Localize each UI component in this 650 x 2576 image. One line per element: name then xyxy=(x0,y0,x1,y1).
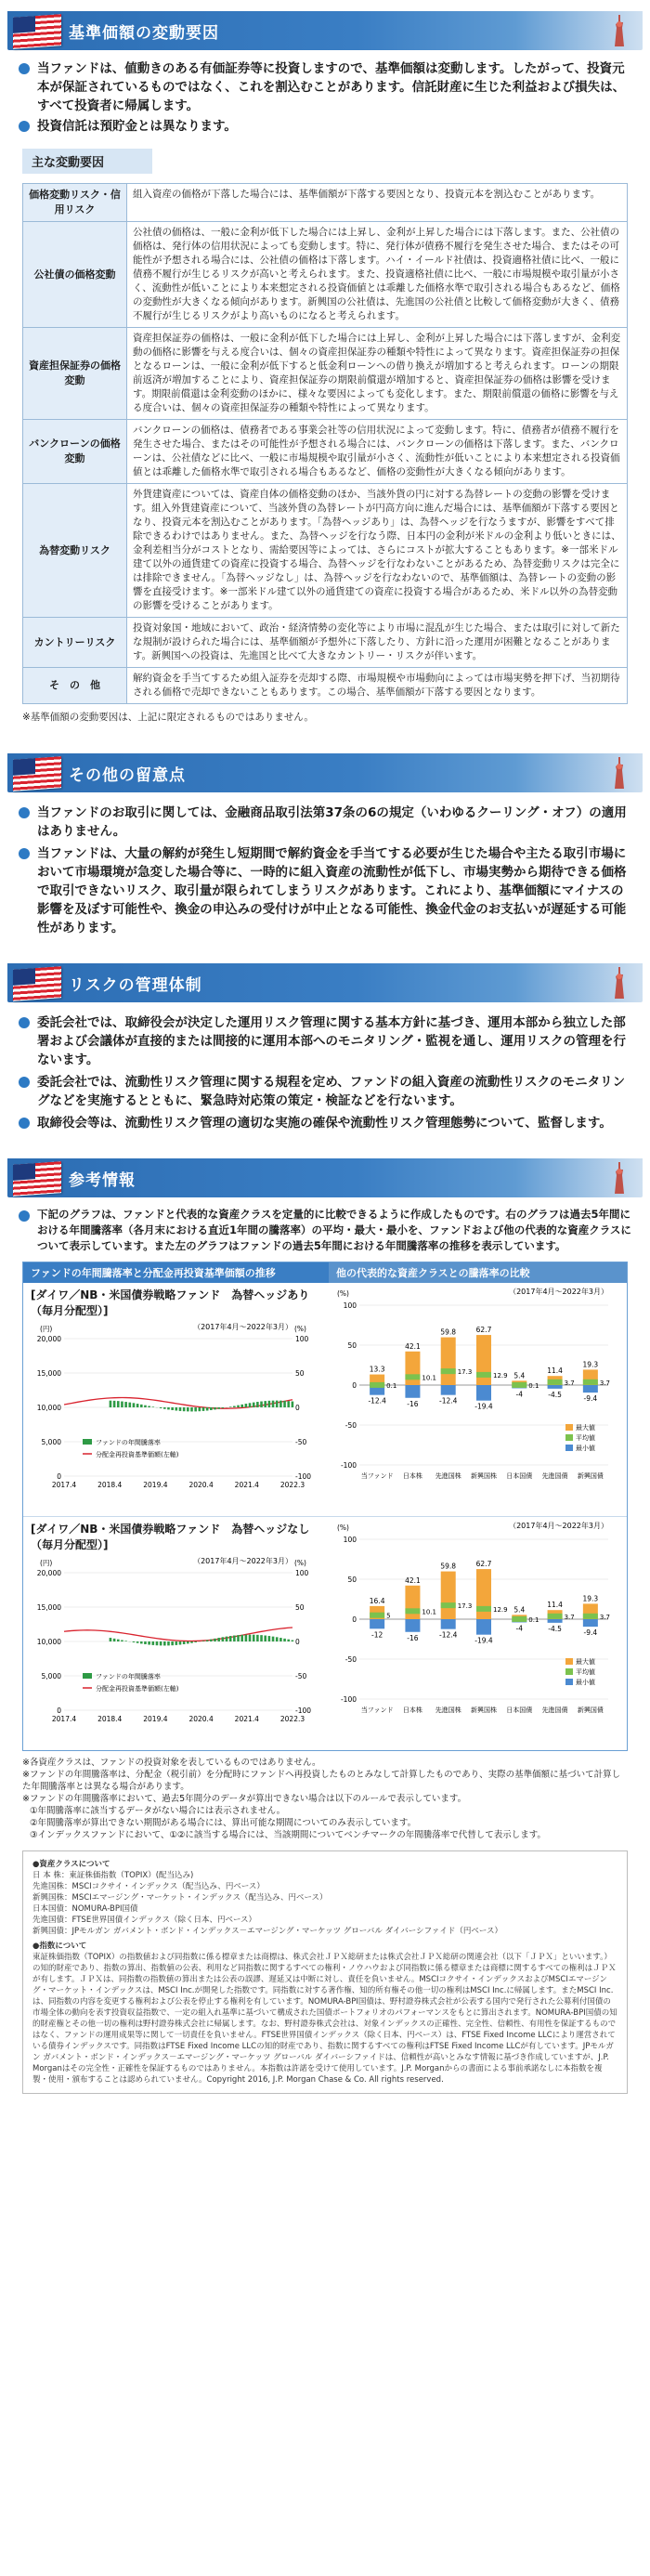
return-bar xyxy=(176,1407,178,1411)
category-label: 先進国株 xyxy=(435,1472,462,1480)
line-chart-hedged xyxy=(23,1318,330,1513)
avg-marker xyxy=(548,1380,563,1385)
tick-label: 5,000 xyxy=(41,1438,61,1446)
return-bar xyxy=(121,1402,124,1407)
us-flag-icon xyxy=(13,756,61,791)
axis-unit: (円) xyxy=(40,1559,53,1567)
min-label: -4 xyxy=(515,1390,524,1399)
return-bar xyxy=(117,1401,120,1407)
tick-label: 0 xyxy=(57,1472,61,1481)
return-bar xyxy=(124,1402,127,1407)
period-label: （2017年4月～2022年3月） xyxy=(193,1323,292,1331)
avg-marker xyxy=(583,1380,598,1385)
bullet-item: 取締役会等は、流動性リスク管理の適切な実施の確保や流動性リスク管理態勢について、監督します。 xyxy=(19,1114,631,1132)
avg-label: 3.7 xyxy=(599,1613,610,1621)
return-bar xyxy=(113,1639,116,1641)
return-bar xyxy=(237,1635,240,1641)
axis-unit: (%) xyxy=(294,1325,306,1333)
tick-label: 20,000 xyxy=(36,1335,61,1343)
min-label: -9.4 xyxy=(583,1394,598,1404)
bar-chart-hedged xyxy=(330,1283,629,1498)
tick-label: 2020.4 xyxy=(188,1715,214,1723)
legend-swatch xyxy=(566,1434,573,1441)
section-title: 参考情報 xyxy=(69,1170,136,1190)
avg-label: 3.7 xyxy=(599,1379,610,1387)
min-label: -4.5 xyxy=(548,1390,562,1399)
avg-marker xyxy=(583,1614,598,1619)
max-label: 59.8 xyxy=(440,1562,457,1571)
min-label: -12.4 xyxy=(439,1630,458,1640)
return-bar xyxy=(136,1404,139,1407)
min-label: -16 xyxy=(407,1633,419,1642)
return-bar xyxy=(144,1641,147,1644)
bullet-dot-icon xyxy=(19,807,30,818)
return-bar xyxy=(167,1641,170,1645)
return-bar xyxy=(206,1407,209,1410)
legend-label: 最小値 xyxy=(576,1679,595,1686)
max-bar xyxy=(476,1569,491,1619)
category-label: 日本株 xyxy=(402,1706,422,1714)
tick-label: 15,000 xyxy=(36,1603,61,1612)
return-bar xyxy=(256,1402,259,1407)
index-info-box: ●資産クラスについて 日 本 株：東証株価指数（TOPIX）(配当込み) 先進国株：MSCIコクサイ・インデックス（配当込み、円ベース） 新興国株：MSCIエマージング・マーケット・インデックス（配当込み、円ベース） 日本国債：NOMURA-BPI国債 先進国債：FTSE世界国債インデックス（除く日本、円ベース） 新興国債：JPモルガン ガバメント・ボンド・インデックス－エマージング・マーケッツ グローバル ダイバーシファイド（円ベース） ●指数について 東証株価指数（TOPIX）の指数値および同指数に係る標章または商標は、株式会社ＪＰＸ総研または株式会社ＪＰＸ総研の関連会社（以下「ＪＰＸ」といいます。）の知的財産であり、指数の算出、指数値の公表、利用など同指数に関するすべての権利・ノウハウおよび同指数に係る標章または商標に関するすべての権利はＪＰＸが有します。ＪＰＸは、同指数の指数値の算出または公表の誤謬、遅延又は中断に対し、責任を負いません。MSCIコクサイ・インデックスおよびMSCIエマージング・マーケット・インデックスは、MSCI Inc.が開発した指数です。同指数に対する著作権、知的所有権その他一切の権利はMSCI Inc.に帰属します。またMSCI Inc.は、同指数の内容を変更する権利および公表を停止する権利を有しています。NOMURA-BPI国債は、野村證券株式会社が公表する国内で発行された公募利付国債の市場全体の動向を表す投資収益指数で、一定の組入れ基準に基づいて構成された国債ポートフォリオのパフォーマンスをもとに算出されます。NOMURA-BPI国債の知的財産権とその他一切の権利は野村證券株式会社に帰属します。なお、野村證券株式会社は、対象インデックスの正確性、完全性、信頼性、有用性を保証するものではなく、ファンドの運用成果等に関して一切責任を負いません。FTSE世界国債インデックス（除く日本、円ベース）は、FTSE Fixed Income LLCにより運営されている債券インデックスです。同指数はFTSE Fixed Income LLCの知的財産であり、指数に関するすべての権利はFTSE Fixed Income LLCが有しています。JPモルガン ガバメント・ボンド・インデックス－エマージング・マーケッツ グローバル ダイバーシファイドは、信頼性が高いとみなす情報に基づき作成していますが、J.P. Morganはその完全性・正確性を保証するものではありません。本指数は許諾を受けて使用しています。J.P. Morganからの書面による事前承諾なしに本指数を複製・使用・頒布することは認められていません。Copyright 2016, J.P. Morgan Chase & Co. All rights reserved. xyxy=(22,1850,628,2094)
bullet-dot-icon xyxy=(19,1118,30,1129)
avg-marker xyxy=(512,1616,526,1622)
category-label: 先進国株 xyxy=(435,1706,462,1714)
tick-label: 2017.4 xyxy=(51,1481,77,1489)
bar-chart-unhedged xyxy=(330,1517,629,1733)
return-bar xyxy=(163,1407,166,1409)
max-label: 59.8 xyxy=(440,1327,457,1337)
return-bar xyxy=(160,1641,162,1645)
us-flag-icon xyxy=(13,14,61,49)
return-bar xyxy=(148,1641,150,1645)
return-bar xyxy=(144,1406,147,1407)
min-bar xyxy=(583,1385,598,1393)
return-bar xyxy=(264,1401,266,1407)
return-bar xyxy=(226,1637,228,1641)
avg-label: 0.1 xyxy=(386,1381,397,1390)
max-label: 13.3 xyxy=(369,1365,385,1374)
bullet-dot-icon xyxy=(19,1077,30,1088)
category-label: 新興国株 xyxy=(471,1472,497,1480)
min-label: -12.4 xyxy=(439,1396,458,1406)
min-bar xyxy=(476,1619,491,1635)
tick-label: 2022.3 xyxy=(280,1715,306,1723)
return-bar xyxy=(245,1404,248,1407)
category-label: 新興国債 xyxy=(577,1472,604,1480)
category-label: 先進国債 xyxy=(541,1472,568,1480)
statue-of-liberty-icon xyxy=(607,13,631,48)
return-bar xyxy=(240,1405,243,1407)
category-label: 日本国債 xyxy=(506,1472,533,1480)
tick-label: 2019.4 xyxy=(143,1715,168,1723)
return-bar xyxy=(202,1407,205,1411)
tick-label: -100 xyxy=(295,1472,312,1481)
max-bar xyxy=(441,1338,456,1385)
return-bar xyxy=(260,1402,263,1407)
return-bar xyxy=(287,1401,290,1407)
statue-of-liberty-icon xyxy=(607,965,631,1000)
legend-label: 最大値 xyxy=(576,1424,595,1432)
table-row: 為替変動リスク 外貨建資産については、資産自体の価格変動のほか、当該外貨の円に対する為替レートの変動の影響を受けます。組入外貨建資産について、当該外貨の為替レートが円高方向に進んだ場合には、基準価額が下落する要因となり、投資元本を割込むことがあります。「為替ヘッジあり」は、為替ヘッジを行なうますが、影響をすべて排除できるわけではありません。また、為替ヘッジを行なう際、日本円の金利が米ドルの金利より低いときには、金利差相当分がコストとなり、需給要因等によっては、さらにコストが拡大することもあります。※一部米ドル建て以外の通貨建ての資産に投資する場合、為替ヘッジを行なわないことがあるため、為替変動リスクは完全には排除できません。「為替ヘッジなし」は、為替ヘッジを行なわないので、基準価額は、為替レートの変動の影響を直接受けます。※一部米ドル建て以外の通貨建ての資産に投資する場合があるため、米ドル以外の為替変動の影響を受けることがあります。 xyxy=(23,484,628,618)
axis-unit: (円) xyxy=(40,1325,53,1333)
return-bar xyxy=(256,1635,259,1641)
return-bar xyxy=(222,1637,225,1641)
avg-label: 10.1 xyxy=(422,1374,437,1382)
legend-swatch xyxy=(566,1658,573,1665)
statue-of-liberty-icon xyxy=(607,755,631,791)
section-title: その他の留意点 xyxy=(69,765,186,785)
tick-label: 5,000 xyxy=(41,1672,61,1680)
avg-marker xyxy=(405,1608,420,1614)
min-label: -12.4 xyxy=(368,1396,386,1406)
tick-label: 2017.4 xyxy=(51,1715,77,1723)
return-bar xyxy=(276,1401,279,1407)
section-header-volatility xyxy=(7,11,643,50)
footnotes: ※各資産クラスは、ファンドの投資対象を表しているものではありません。 ※ファンドの年間騰落率は、分配金（税引前）を分配時にファンドへ再投資したものとみなして計算したものであり、実際の基準価額に基づいて計算した年間騰落率とは異なる場合があります。 ※ファンドの年間騰落率において、過去5年間分のデータが算出できない場合は以下のルールで表示しています。 ①年間騰落率に該当するデータがない場合には表示されません。 ②年間騰落率が算出できない期間がある場合には、算出可能な期間についてのみ表示しています。 ③インデックスファンドにおいて、①②に該当する場合には、当該期間についてベンチマークの年間騰落率で代替して表示します。 xyxy=(22,1758,621,1840)
tick-label: -50 xyxy=(295,1438,307,1446)
legend-label: 平均値 xyxy=(576,1434,595,1442)
tick-label: 2021.4 xyxy=(234,1715,259,1723)
return-bar xyxy=(110,1401,112,1407)
legend-swatch xyxy=(566,1424,573,1431)
return-bar xyxy=(179,1407,182,1411)
return-bar xyxy=(156,1641,159,1645)
tick-label: 0 xyxy=(352,1615,357,1624)
min-bar xyxy=(370,1619,384,1628)
min-label: -9.4 xyxy=(583,1628,598,1638)
us-flag-icon xyxy=(13,966,61,1001)
tick-label: -50 xyxy=(344,1421,357,1430)
return-bar xyxy=(249,1635,252,1641)
bullet-item: 当ファンドは、値動きのある有価証券等に投資しますので、基準価額は変動します。したがって、投資元本が保証されているものではなく、これを割込むことがあります。信託財産に生じた利益および損失は、すべて投資者に帰属します。 xyxy=(19,59,631,115)
section-title: 基準価額の変動要因 xyxy=(69,23,219,43)
min-label: -12 xyxy=(371,1630,384,1640)
legend-label: ファンドの年間騰落率 xyxy=(96,1439,161,1446)
category-label: 先進国債 xyxy=(541,1706,568,1714)
category-label: 当ファンド xyxy=(360,1472,394,1480)
avg-label: 0.1 xyxy=(528,1381,540,1390)
tick-label: 100 xyxy=(343,1536,357,1544)
category-label: 日本国債 xyxy=(506,1706,533,1714)
return-bar xyxy=(276,1637,279,1641)
tick-label: 50 xyxy=(295,1603,305,1612)
min-label: -16 xyxy=(407,1399,419,1408)
table-row: バンクローンの価格変動 バンクローンの価格は、債務者である事業会社等の信用状況によって変動します。特に、債務者が債務不履行を発生させた場合、またはその可能性が予想される場合には、バンクローンの価格は下落します。また、バンクローンは、公社債などに比べ、一般に市場規模や取引量が小さく、流動性が低いことにより本来想定される投資価値とは乖離した価格水準で取引される場合もあるなど、価格の変動性が大きくなる傾向があります。 xyxy=(23,420,628,484)
axis-unit: (%) xyxy=(337,1523,349,1532)
tick-label: -50 xyxy=(295,1672,307,1680)
return-bar xyxy=(292,1402,294,1407)
min-bar xyxy=(441,1619,456,1629)
axis-unit: (%) xyxy=(337,1289,349,1298)
max-label: 5.4 xyxy=(514,1371,526,1380)
legend-swatch xyxy=(83,1439,92,1445)
tick-label: 2022.3 xyxy=(280,1481,306,1489)
return-bar xyxy=(160,1407,162,1408)
fund-title: [ダイワ／NB・米国債券戦略ファンド 為替ヘッジなし（毎月分配型）] xyxy=(31,1523,310,1551)
bullet-dot-icon xyxy=(19,121,30,132)
return-bar xyxy=(113,1401,116,1407)
tick-label: 2018.4 xyxy=(98,1715,123,1723)
table-row: カントリーリスク 投資対象国・地域において、政治・経済情勢の変化等により市場に混乱が生じた場合、または取引に対して新たな規制が設けられた場合には、基準価額が予想外に下落したり、方針に沿った運用が困難となることがあります。新興国への投資は、先進国と比べて大きなカントリー・リスクが伴います。 xyxy=(23,618,628,668)
statue-of-liberty-icon xyxy=(607,1160,631,1196)
tick-label: 2018.4 xyxy=(98,1481,123,1489)
min-bar xyxy=(405,1619,420,1632)
tick-label: 50 xyxy=(295,1369,305,1378)
min-label: -19.4 xyxy=(474,1636,493,1645)
return-bar xyxy=(140,1405,143,1407)
legend-label: ファンドの年間騰落率 xyxy=(96,1673,161,1680)
return-bar xyxy=(280,1638,282,1641)
tick-label: 15,000 xyxy=(36,1369,61,1378)
return-bar xyxy=(194,1407,197,1411)
return-bar xyxy=(199,1407,202,1411)
axis-unit: (%) xyxy=(294,1559,306,1567)
max-label: 11.4 xyxy=(547,1601,563,1610)
return-bar xyxy=(253,1635,255,1641)
return-bar xyxy=(245,1635,248,1641)
return-bar xyxy=(136,1641,139,1643)
return-bar xyxy=(283,1639,286,1641)
section-header-notes xyxy=(7,753,643,792)
return-bar xyxy=(167,1407,170,1409)
legend-swatch xyxy=(83,1673,92,1679)
return-bar xyxy=(151,1406,154,1407)
tick-label: 2020.4 xyxy=(188,1481,214,1489)
tick-label: 0 xyxy=(57,1706,61,1715)
tick-label: 50 xyxy=(347,1341,357,1350)
return-bar xyxy=(179,1641,182,1644)
bullet-dot-icon xyxy=(19,1017,30,1028)
bullet-dot-icon xyxy=(19,63,30,74)
period-label: （2017年4月～2022年3月） xyxy=(193,1557,292,1565)
legend-swatch xyxy=(566,1679,573,1685)
max-bar xyxy=(441,1572,456,1619)
tick-label: 0 xyxy=(295,1638,300,1646)
tick-label: 0 xyxy=(295,1404,300,1412)
chart-heading-left: ファンドの年間騰落率と分配金再投資基準価額の推移 xyxy=(23,1262,329,1283)
return-bar xyxy=(210,1407,213,1410)
avg-label: 12.9 xyxy=(493,1371,508,1380)
tick-label: 10,000 xyxy=(36,1404,61,1412)
return-bar xyxy=(217,1407,220,1409)
avg-label: 5 xyxy=(386,1612,391,1620)
return-bar xyxy=(260,1635,263,1641)
max-label: 42.1 xyxy=(405,1576,421,1585)
return-bar xyxy=(176,1641,178,1645)
return-bar xyxy=(171,1641,174,1645)
category-label: 新興国株 xyxy=(471,1706,497,1714)
tick-label: 2019.4 xyxy=(143,1481,168,1489)
min-label: -19.4 xyxy=(474,1402,493,1411)
bullet-item: 委託会社では、流動性リスク管理に関する規程を定め、ファンドの組入資産の流動性リスクのモニタリングなどを実施するとともに、緊急時対応策の策定・検証などを行ないます。 xyxy=(19,1073,631,1110)
return-bar xyxy=(128,1403,131,1407)
fund-title: [ダイワ／NB・米国債券戦略ファンド 為替ヘッジあり（毎月分配型）] xyxy=(31,1288,310,1317)
avg-label: 10.1 xyxy=(422,1608,437,1616)
return-bar xyxy=(253,1403,255,1407)
avg-marker xyxy=(512,1382,526,1388)
return-bar xyxy=(133,1641,136,1642)
avg-marker xyxy=(476,1372,491,1378)
chart-heading-right: 他の代表的な資産クラスとの騰落率の比較 xyxy=(329,1262,627,1283)
tick-label: -100 xyxy=(340,1695,357,1704)
return-bar xyxy=(268,1636,271,1641)
return-bar xyxy=(110,1638,112,1641)
avg-label: 0.1 xyxy=(528,1615,540,1624)
legend-label: 分配金再投資基準価額(左軸) xyxy=(96,1685,179,1693)
section-header-reference xyxy=(7,1158,643,1197)
subheading: 主な変動要因 xyxy=(22,149,152,174)
table-row: 価格変動リスク・信用リスク 組入資産の価格が下落した場合には、基準価額が下落する要因となり、投資元本を割込むことがあります。 xyxy=(23,184,628,222)
tick-label: 0 xyxy=(352,1381,357,1390)
max-label: 42.1 xyxy=(405,1341,421,1351)
tick-label: 2021.4 xyxy=(234,1481,259,1489)
tick-label: 100 xyxy=(295,1569,309,1577)
return-bar xyxy=(240,1635,243,1641)
section-title: リスクの管理体制 xyxy=(69,975,202,995)
legend-label: 平均値 xyxy=(576,1668,595,1676)
return-bar xyxy=(268,1401,271,1407)
tick-label: -50 xyxy=(344,1655,357,1664)
tick-label: 50 xyxy=(347,1576,357,1584)
min-bar xyxy=(476,1385,491,1401)
return-bar xyxy=(187,1407,189,1411)
return-bar xyxy=(283,1401,286,1407)
legend-label: 最大値 xyxy=(576,1658,595,1666)
return-bar xyxy=(280,1401,282,1407)
legend-swatch xyxy=(566,1445,573,1451)
return-bar xyxy=(237,1406,240,1407)
avg-marker xyxy=(476,1606,491,1612)
max-label: 19.3 xyxy=(582,1594,599,1603)
min-bar xyxy=(441,1385,456,1395)
min-label: -4.5 xyxy=(548,1624,562,1633)
bullet-item: 当ファンドのお取引に関しては、金融商品取引法第37条の6の規定（いわゆるクーリング・オフ）の適用はありません。 xyxy=(19,804,631,841)
return-bar xyxy=(190,1407,193,1411)
return-bar xyxy=(117,1640,120,1641)
legend-label: 最小値 xyxy=(576,1445,595,1452)
table-row: そ の 他 解約資金を手当てするため組入証券を売却する際、市場規模や市場動向によっては市場実勢を押下げ、当初期待される価格で売却できないこともあります。この場合、基準価額が下落する要因となります。 xyxy=(23,668,628,704)
avg-marker xyxy=(370,1382,384,1388)
category-label: 新興国債 xyxy=(577,1706,604,1714)
return-bar xyxy=(183,1641,186,1644)
max-label: 5.4 xyxy=(514,1605,526,1615)
bullet-item: 当ファンドは、大量の解約が発生し短期間で解約資金を手当てする必要が生じた場合や主たる取引市場において市場環境が急変した場合等に、一時的に組入資産の流動性が低下し、市場実勢から期待できる価格で取引できないリスク、取引量が限られてしまうリスクがあります。これにより、基準価額にマイナスの影響を及ぼす可能性や、換金の申込みの受付けが中止となる可能性、換金代金のお支払いが遅延する可能性があります。 xyxy=(19,844,631,937)
tick-label: 10,000 xyxy=(36,1638,61,1646)
return-bar xyxy=(214,1407,216,1409)
avg-marker xyxy=(548,1614,563,1619)
max-bar xyxy=(405,1586,420,1619)
tick-label: 20,000 xyxy=(36,1569,61,1577)
avg-marker xyxy=(441,1368,456,1374)
avg-label: 3.7 xyxy=(564,1379,575,1387)
return-bar xyxy=(163,1641,166,1645)
return-bar xyxy=(229,1636,232,1641)
return-bar xyxy=(210,1640,213,1641)
return-bar xyxy=(151,1641,154,1645)
table-note: ※基準価額の変動要因は、上記に限定されるものではありません。 xyxy=(22,712,314,723)
avg-marker xyxy=(370,1613,384,1618)
line-chart-unhedged xyxy=(23,1552,330,1747)
chart-panel xyxy=(22,1262,628,1751)
return-bar xyxy=(272,1401,275,1407)
return-bar xyxy=(214,1639,216,1641)
avg-label: 17.3 xyxy=(457,1602,473,1611)
avg-label: 12.9 xyxy=(493,1605,508,1614)
min-bar xyxy=(583,1619,598,1627)
period-label: （2017年4月～2022年3月） xyxy=(509,1288,608,1296)
return-bar xyxy=(287,1640,290,1641)
bullet-item: 下記のグラフは、ファンドと代表的な資産クラスを定量的に比較できるように作成したものです。右のグラフは過去5年間における年間騰落率（各月末における直近1年間の騰落率）の平均・最大・最小を、ファンドおよび他の代表的な資産クラスについて表示しています。また左のグラフはファンドの過去5年間における年間騰落率の推移を表示しています。 xyxy=(19,1207,631,1254)
return-bar xyxy=(264,1636,266,1641)
return-bar xyxy=(249,1403,252,1407)
tick-label: -100 xyxy=(295,1706,312,1715)
min-bar xyxy=(548,1619,563,1623)
max-label: 11.4 xyxy=(547,1366,563,1376)
bullet-item: 投資信託は預貯金とは異なります。 xyxy=(19,117,631,136)
table-row: 資産担保証券の価格変動 資産担保証券の価格は、一般に金利が低下した場合には上昇し、金利が上昇した場合には下落しますが、金利変動の価格に影響を与える度合いは、個々の資産担保証券の種類や特性によって異なります。資産担保証券の担保となるローンは、一般に金利が低下すると低金利ローンへの借り換えが増加すると考えられます。ローンの期限前返済が増加することにより、資産担保証券の期限前償還が増加すると、資産担保証券の価格は影響を受けます。期限前償還は金利変動のほかに、様々な要因によっても変化します。また、期限前償還の価格に影響を与える度合いは、個々の資産担保証券の種類や特性によって異なります。 xyxy=(23,328,628,420)
bullet-item: 委託会社では、取締役会が決定した運用リスク管理に関する基本方針に基づき、運用本部から独立した部署および会議体が直接的または間接的に運用本部へのモニタリング・監視を通し、運用リスクの管理を行ないます。 xyxy=(19,1013,631,1069)
return-bar xyxy=(187,1641,189,1643)
us-flag-icon xyxy=(13,1161,61,1196)
max-label: 16.4 xyxy=(369,1596,385,1605)
period-label: （2017年4月～2022年3月） xyxy=(509,1522,608,1530)
section-header-risk-management xyxy=(7,963,643,1002)
category-label: 日本株 xyxy=(402,1472,422,1480)
avg-marker xyxy=(405,1374,420,1380)
max-label: 19.3 xyxy=(582,1360,599,1369)
avg-label: 3.7 xyxy=(564,1613,575,1621)
legend-swatch xyxy=(566,1668,573,1675)
return-bar xyxy=(171,1407,174,1410)
return-bar xyxy=(140,1641,143,1643)
return-bar xyxy=(190,1641,193,1643)
min-bar xyxy=(405,1385,420,1398)
table-row: 公社債の価格変動 公社債の価格は、一般に金利が低下した場合には上昇し、金利が上昇した場合には下落します。また、公社債の価格は、発行体の信用状況によっても変動します。特に、発行体が債務不履行を発生させた場合、またはその可能性が予想される場合には、公社債の価格は下落します。ハイ・イールド社債は、投資適格社債に比べ、一般に債務不履行が生じるリスクが高いと考えられます。また、投資適格社債に比べ、一般に市場規模や取引量が小さく、流動性が低いことにより本来想定される投資価値とは乖離した価格水準で取引される場合もあるなど、価格の変動性が大きくなる傾向があります。新興国の公社債は、先進国の公社債と比較して価格変動が大きく、債務不履行が生じるリスクがより高いものになると考えられます。 xyxy=(23,222,628,328)
tick-label: -100 xyxy=(340,1461,357,1470)
max-bar xyxy=(405,1352,420,1385)
category-label: 当ファンド xyxy=(360,1706,394,1714)
max-label: 62.7 xyxy=(475,1560,492,1569)
return-bar xyxy=(229,1406,232,1407)
return-bar xyxy=(133,1403,136,1407)
return-bar xyxy=(183,1407,186,1411)
return-bar xyxy=(233,1636,236,1641)
legend-label: 分配金再投資基準価額(左軸) xyxy=(96,1451,179,1458)
return-bar xyxy=(194,1641,197,1642)
return-bar xyxy=(217,1638,220,1641)
return-bar xyxy=(272,1637,275,1641)
tick-label: 100 xyxy=(343,1301,357,1310)
return-bar xyxy=(148,1406,150,1407)
bullet-dot-icon xyxy=(19,848,30,859)
max-bar xyxy=(476,1335,491,1385)
avg-label: 17.3 xyxy=(457,1368,473,1377)
return-bar xyxy=(222,1407,225,1408)
return-bar xyxy=(233,1406,236,1407)
min-bar xyxy=(548,1385,563,1389)
bullet-dot-icon xyxy=(19,1210,30,1222)
avg-marker xyxy=(441,1602,456,1608)
max-label: 62.7 xyxy=(475,1326,492,1335)
risk-table xyxy=(22,183,628,704)
min-label: -4 xyxy=(515,1624,524,1633)
tick-label: 100 xyxy=(295,1335,309,1343)
